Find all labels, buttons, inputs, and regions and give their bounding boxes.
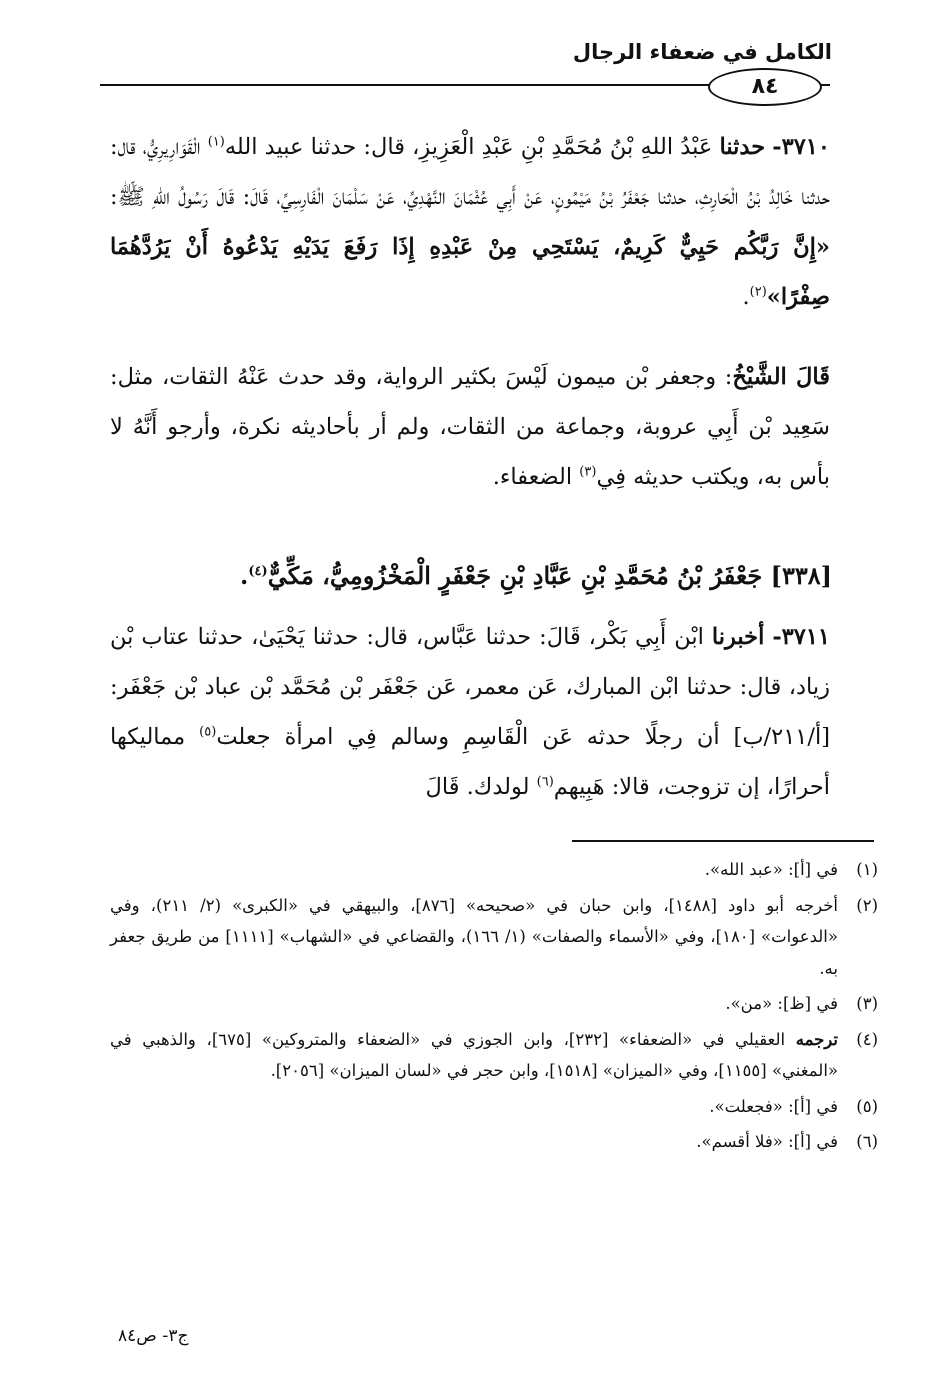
footnote-6 <box>110 1126 878 1158</box>
footnote-text: في [أ]: «فجعلت». <box>709 1096 838 1116</box>
hadith-lead: أخبرنا <box>711 624 765 650</box>
footnote-5 <box>110 1091 878 1123</box>
footnote-text: أخرجه أبو داود [١٤٨٨]، وابن حبان في «صحيحه» [٨٧٦]، والبيهقي في «الكبرى» (٢/ ٢١١)، وفي «الدعوات» [١٨٠]، وفي «الأسماء والصفات» (١/ ١٦٦)، والقضاعي في «الشهاب» [١١١١] من طريق جعفر به. <box>110 895 839 978</box>
hadith-end: . <box>742 284 750 310</box>
footnote-text: في [أ]: «فلا أقسم». <box>696 1132 838 1151</box>
hadith-text-end: لولدك. قَالَ <box>425 774 537 800</box>
footnote-number: (١) <box>856 860 878 879</box>
footnote-number: (٢) <box>856 895 878 915</box>
shaykh-comment-text: : وجعفر بْن ميمون لَيْسَ بكثير الرواية، وقد حدث عَنْهُ الثقات، مثل: سَعِيد بْن أَبِي عروبة، وجماعة من الثقات، ولم أر بأحاديثه نكرة، وأرجو أَنَّهُ لا بأس به، ويكتب حديثه فِي <box>110 364 830 490</box>
shaykh-comment <box>110 352 830 502</box>
footnote-number: (٣) <box>856 994 878 1013</box>
footnote-2 <box>110 890 878 985</box>
hadith-isnad: ابْن أَبِي بَكْر، قَالَ: حدثنا عَبَّاس، قال: حدثنا يَحْيَىٰ، حدثنا عتاب بْن زياد، قال: حدثنا ابْن المبارك، عَن معمر، عَن جَعْفَر بْن مُحَمَّد بْن عباد بْن جَعْفَر: [أ/٢١١/ب] أن رجلًا حدثه عَن الْقَاسِمِ وسالم فِي امرأة جعلت <box>110 624 830 750</box>
volume-page-reference: ج٣- ص٨٤ <box>118 1326 189 1346</box>
footnote-ref-5[interactable]: (٥) <box>199 724 217 740</box>
hadith-number: ٣٧١٠- <box>772 134 830 160</box>
entry-heading-end: . <box>240 561 249 590</box>
hadith-isnad: عَبْدُ اللهِ بْنُ مُحَمَّدِ بْنِ عَبْدِ الْعَزِيزِ، قال: حدثنا عبيد الله <box>224 134 720 160</box>
footnote-separator <box>572 840 874 842</box>
page-number: ٨٤ <box>708 68 822 106</box>
entry-heading-text: [٣٣٨] جَعْفَرُ بْنُ مُحَمَّدِ بْنِ عَبَّادِ بْنِ جَعْفَرٍ الْمَخْزُومِيُّ، مَكِّيٌّ <box>267 561 832 590</box>
footnote-text <box>110 1024 838 1087</box>
running-title: الكامل في ضعفاء الرجال <box>572 40 832 64</box>
entry-heading-338 <box>112 552 832 596</box>
footnote-ref-3[interactable]: (٣) <box>579 464 597 480</box>
footnote-ref-4[interactable]: (٤) <box>248 564 268 579</box>
hadith-number: ٣٧١١- <box>772 624 830 650</box>
footnotes <box>110 854 878 1162</box>
footnote-ref-6[interactable]: (٦) <box>536 774 554 790</box>
footnote-3 <box>110 988 878 1020</box>
footnote-ref-2[interactable]: (٢) <box>749 284 767 300</box>
footnote-4 <box>110 1024 878 1087</box>
hadith-3711 <box>110 612 830 812</box>
shaykh-lead: قَالَ الشَّيْخُ <box>732 364 830 390</box>
footnote-lead: ترجمه <box>795 1029 838 1049</box>
footnote-number: (٥) <box>856 1096 878 1116</box>
hadith-text: مماليكها أحرارًا، إن تزوجت، قالا: هَبِيهم <box>110 724 830 800</box>
hadith-matn: «إِنَّ رَبَّكُم حَيِيٌّ كَرِيمٌ، يَسْتَحِي مِنْ عَبْدِهِ إِذَا رَفَعَ يَدَيْهِ يَدْعُوهُ أَنْ يَرُدَّهُمَا صِفْرًا» <box>110 234 830 310</box>
shaykh-comment-end: الضعفاء. <box>492 464 580 490</box>
hadith-3710 <box>110 122 830 322</box>
footnote-1 <box>110 854 878 886</box>
footnote-text: في [ظ]: «من». <box>725 994 838 1013</box>
footnote-number: (٦) <box>856 1132 878 1151</box>
footnote-ref-1[interactable]: (١) <box>207 134 225 150</box>
footnote-number: (٤) <box>856 1029 878 1049</box>
hadith-isnad-cont: الْقَوَارِيرِيُّ، قال: حدثنا خَالِدُ بْنُ الْحَارِثِ، حدثنا جَعْفَرُ بْنُ مَيْمُونٍ، عَنْ أَبِي عُثْمَانَ النَّهْدِيِّ، عَنْ سَلْمَانَ الْفَارِسِيِّ، قَالَ: قَالَ رَسُولُ اللهِ ﷺ: <box>110 134 830 210</box>
hadith-lead: حدثنا <box>719 134 766 160</box>
footnote-body: العقيلي في «الضعفاء» [٢٣٢]، وابن الجوزي في «الضعفاء والمتروكين» [٦٧٥]، والذهبي في «المغني» [١١٥٥]، وفي «الميزان» [١٥١٨]، وابن حجر في «لسان الميزان» [٢٠٥٦]. <box>110 1029 838 1080</box>
footnote-text: في [أ]: «عبد الله». <box>704 860 838 879</box>
